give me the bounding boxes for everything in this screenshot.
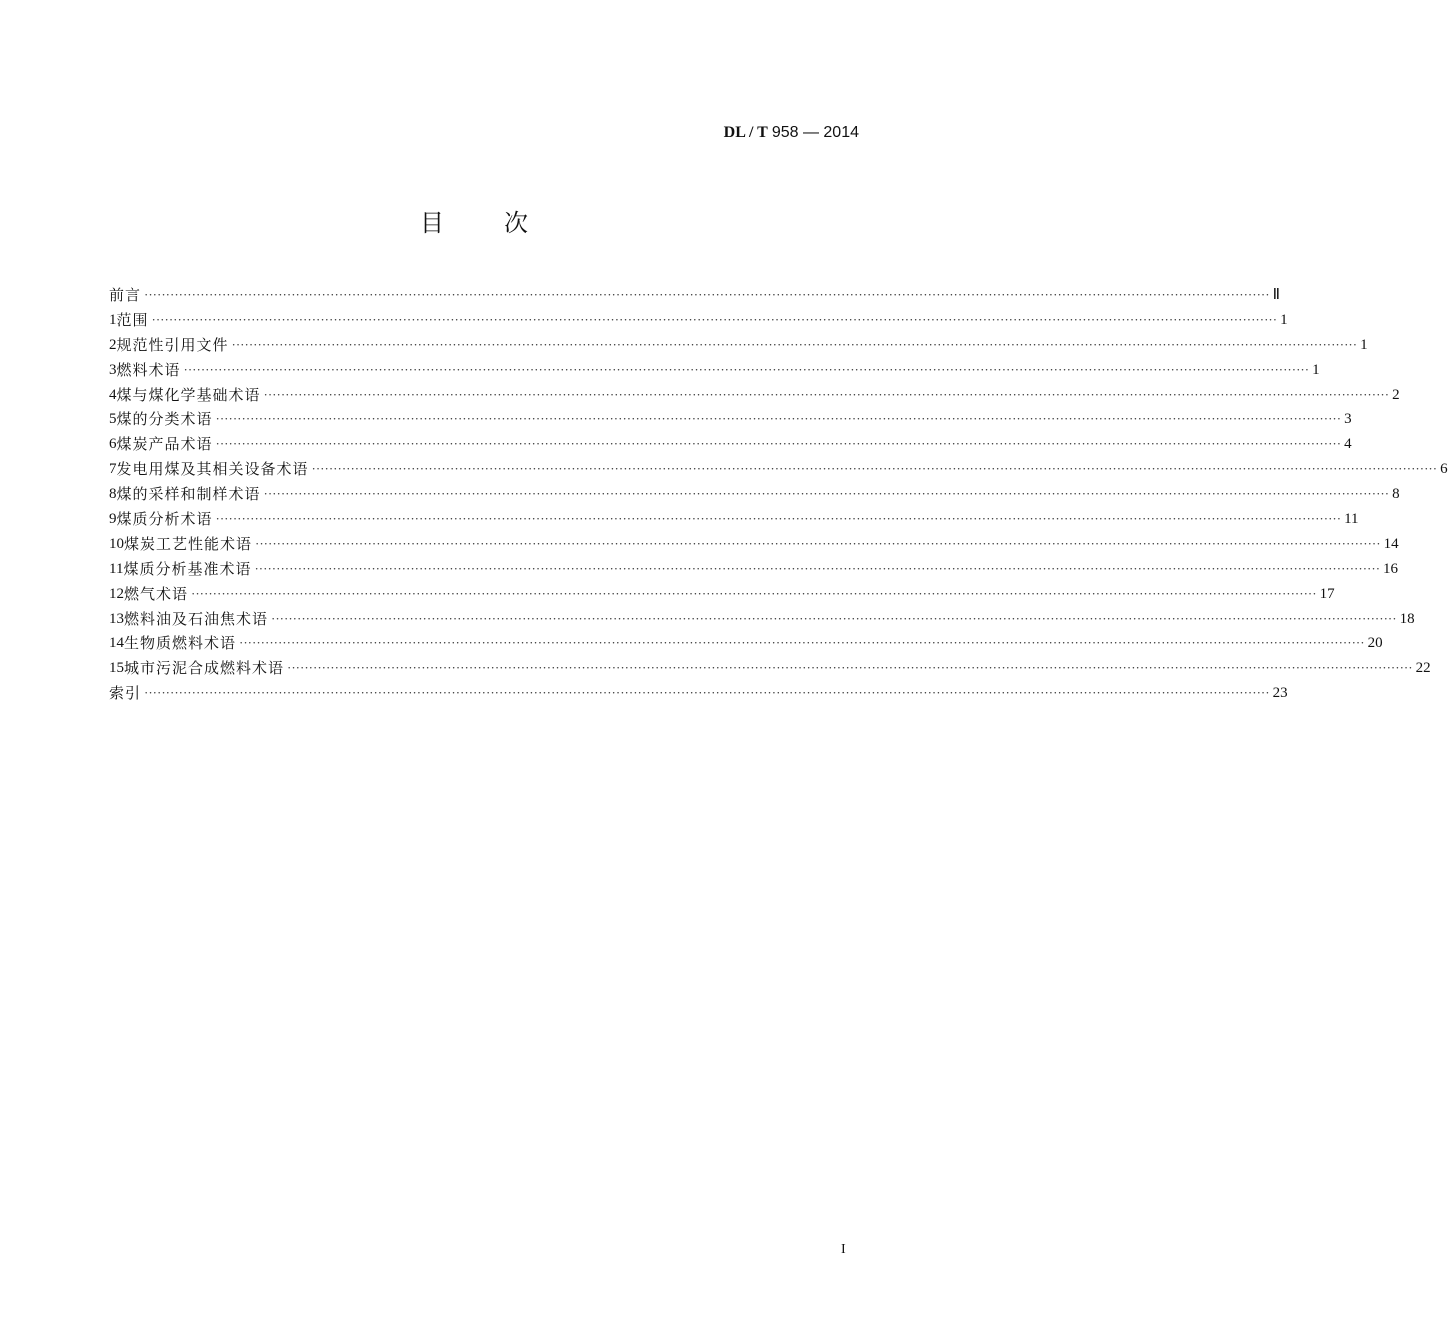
toc-entry[interactable] (109, 631, 1383, 656)
toc-leader-dots: ···································································································································································································································································· (144, 286, 1270, 302)
toc-entry[interactable] (109, 358, 1320, 383)
toc-entry-page: 22 (1415, 660, 1431, 677)
toc-leader-dots: ···································································································································································································································································· (263, 386, 1390, 402)
toc-leader-dots: ···································································································································································································································································· (263, 486, 1390, 502)
toc-entry-number: 7 (109, 461, 117, 478)
toc-entry-number: 3 (109, 361, 117, 378)
toc-entry-number: 10 (109, 535, 124, 552)
toc-entry-page: 8 (1392, 486, 1400, 503)
toc-entry-number: 9 (109, 511, 117, 527)
toc-entry-page: Ⅱ (1272, 286, 1280, 303)
page-title-char-1: 目 (420, 209, 446, 237)
toc-entry[interactable] (109, 681, 1288, 706)
toc-entry-page: 1 (1360, 336, 1368, 353)
toc-leader-dots: ···································································································································································································································································· (151, 311, 1278, 327)
toc-entry-page: 4 (1344, 436, 1352, 453)
toc-entry[interactable] (109, 333, 1368, 358)
toc-leader-dots: ···································································································································································································································································· (239, 635, 1365, 651)
toc-entry-label: 发电用煤及其相关设备术语 (116, 460, 309, 479)
toc-entry[interactable] (109, 656, 1431, 681)
toc-entry-label: 煤质分析术语 (116, 510, 213, 528)
toc-entry-number: 15 (109, 660, 124, 677)
toc-entry-page: 16 (1383, 560, 1399, 577)
toc-entry[interactable] (109, 557, 1399, 582)
toc-entry-number: 13 (109, 610, 124, 627)
table-of-contents (109, 283, 1448, 706)
page-title (0, 203, 950, 238)
toc-entry-label: 煤炭工艺性能术语 (124, 534, 253, 553)
toc-entry-page: 1 (1280, 311, 1288, 328)
toc-entry-page: 20 (1367, 635, 1383, 652)
toc-entry-number: 12 (109, 585, 124, 602)
toc-entry-page: 6 (1440, 461, 1448, 478)
toc-entry[interactable] (109, 582, 1335, 607)
toc-entry[interactable] (109, 432, 1352, 457)
toc-entry-label: 索引 (109, 684, 142, 703)
toc-entry-page: 18 (1399, 610, 1415, 627)
toc-entry-page: 1 (1312, 361, 1320, 378)
toc-entry[interactable] (109, 607, 1415, 632)
toc-entry-number: 5 (109, 411, 117, 428)
toc-leader-dots: ···································································································································································································································································· (311, 461, 1438, 477)
toc-entry-page: 14 (1383, 535, 1399, 552)
toc-entry-number: 1 (109, 311, 117, 328)
toc-leader-dots: ···································································································································································································································································· (271, 610, 1397, 626)
toc-entry-label: 城市污泥合成燃料术语 (124, 659, 285, 678)
toc-entry[interactable] (109, 482, 1400, 507)
toc-entry[interactable] (109, 457, 1448, 482)
toc-leader-dots: ···································································································································································································································································· (231, 336, 1358, 352)
toc-leader-dots: ···································································································································································································································································· (287, 660, 1413, 676)
toc-leader-dots: ···································································································································································································································································· (191, 585, 1317, 601)
toc-entry-label: 煤的采样和制样术语 (116, 485, 261, 504)
toc-leader-dots: ···································································································································································································································································· (254, 560, 1381, 576)
toc-entry-label: 规范性引用文件 (116, 335, 229, 354)
page-number: I (841, 1242, 846, 1257)
toc-entry-label: 燃料术语 (116, 360, 181, 379)
toc-entry[interactable] (109, 407, 1352, 432)
toc-entry-page: 3 (1344, 411, 1352, 428)
toc-leader-dots: ···································································································································································································································································· (183, 361, 1310, 377)
toc-entry[interactable] (109, 383, 1400, 408)
toc-entry-label: 生物质燃料术语 (124, 634, 237, 653)
toc-entry-label: 前言 (109, 285, 142, 304)
toc-entry[interactable] (109, 507, 1359, 532)
toc-entry-label: 燃料油及石油焦术语 (124, 609, 269, 628)
document-code-prefix: DL / T (723, 124, 768, 141)
toc-entry-number: 4 (109, 386, 117, 403)
toc-entry-number: 8 (109, 486, 117, 503)
toc-entry-label: 煤质分析基准术语 (123, 559, 252, 578)
toc-leader-dots: ···································································································································································································································································· (215, 511, 1342, 526)
toc-entry-number: 2 (109, 336, 117, 353)
toc-entry-label: 范围 (116, 310, 149, 329)
toc-entry-label: 燃气术语 (124, 584, 189, 603)
toc-entry-page: 11 (1344, 511, 1359, 527)
page-title-char-2: 次 (504, 209, 530, 237)
toc-entry-page: 2 (1392, 386, 1400, 403)
toc-leader-dots: ···································································································································································································································································· (144, 685, 1270, 701)
toc-entry-label: 煤炭产品术语 (116, 435, 213, 454)
document-code (724, 124, 859, 142)
toc-entry-label: 煤的分类术语 (116, 410, 213, 429)
toc-entry-number: 11 (109, 560, 124, 577)
document-code-number: 958 — 2014 (771, 124, 859, 141)
toc-entry-label: 煤与煤化学基础术语 (116, 385, 261, 404)
toc-entry-number: 14 (109, 635, 124, 652)
toc-leader-dots: ···································································································································································································································································· (255, 535, 1381, 551)
toc-entry[interactable] (109, 532, 1399, 557)
toc-entry-number: 6 (109, 436, 117, 453)
toc-entry-page: 17 (1319, 585, 1335, 602)
toc-entry-page: 23 (1272, 685, 1288, 702)
toc-entry[interactable] (109, 308, 1288, 333)
toc-leader-dots: ···································································································································································································································································· (215, 436, 1342, 452)
toc-entry[interactable] (109, 283, 1280, 308)
toc-leader-dots: ···································································································································································································································································· (215, 411, 1342, 427)
